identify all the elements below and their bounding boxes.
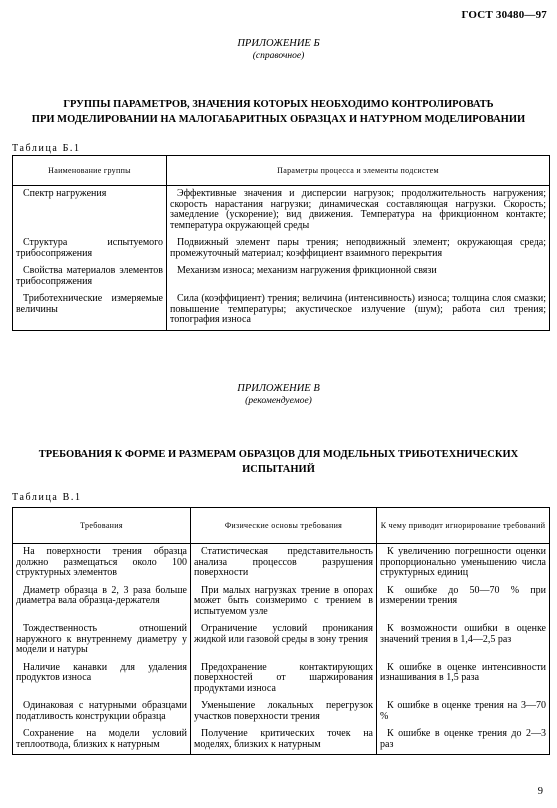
table-cell: Триботехнические измеряемые величины — [13, 291, 167, 330]
table-cell: К ошибке до 50—70 % при измерении трения — [377, 583, 550, 622]
table-cell: Предохранение контактирующих поверхностей от шаржирования продуктами износа — [191, 660, 377, 699]
table-row — [13, 621, 550, 660]
table-cell: Подвижный элемент пары трения; неподвижный элемент; окружающая среда; промежуточный материал; коэффициент взаимного перекрытия — [167, 235, 550, 263]
table-b1-caption: Таблица Б.1 — [12, 143, 81, 154]
table-cell: Наличие канавки для удаления продуктов износа — [13, 660, 191, 699]
table-header-row — [13, 508, 550, 544]
appendix-v-heading-line2: ИСПЫТАНИЙ — [242, 464, 315, 475]
appendix-v-heading-line1: ТРЕБОВАНИЯ К ФОРМЕ И РАЗМЕРАМ ОБРАЗЦОВ ДЛЯ МОДЕЛЬНЫХ ТРИБОТЕХНИЧЕСКИХ — [38, 449, 519, 460]
appendix-v-title: ПРИЛОЖЕНИЕ В — [237, 383, 320, 394]
table-row — [13, 235, 550, 263]
table-cell: Свойства материалов элементов трибосопряжения — [13, 263, 167, 291]
table-header-cell: Требования — [13, 508, 191, 544]
appendix-b-title: ПРИЛОЖЕНИЕ Б — [237, 38, 320, 49]
table-cell: Ограничение условий проникания жидкой или газовой среды в зону трения — [191, 621, 377, 660]
appendix-b-subtitle: (справочное) — [252, 51, 305, 61]
table-cell: Тождественность отношений наружного к внутреннему диаметру у модели и натуры — [13, 621, 191, 660]
table-row — [13, 186, 550, 236]
table-header-cell: К чему приводит игнорирование требований — [377, 508, 550, 544]
table-row — [13, 726, 550, 755]
table-header-cell: Физические основы требования — [191, 508, 377, 544]
table-cell: Сила (коэффициент) трения; величина (интенсивность) износа; толщина слоя смазки; повышение температуры; акустическое излучение (шум); работа сил трения; топография износа — [167, 291, 550, 330]
table-cell: К ошибке в оценке интенсивности изнашивания в 1,5 раза — [377, 660, 550, 699]
table-cell: Уменьшение локальных перегрузок участков поверхности трения — [191, 698, 377, 726]
page-number: 9 — [537, 786, 543, 797]
table-row — [13, 698, 550, 726]
table-cell: К возможности ошибки в оценке значений трения в 1,4—2,5 раз — [377, 621, 550, 660]
table-cell: Статистическая представительность анализа процессов разрушения поверхности — [191, 544, 377, 583]
appendix-b-heading-line1: ГРУППЫ ПАРАМЕТРОВ, ЗНАЧЕНИЯ КОТОРЫХ НЕОБХОДИМО КОНТРОЛИРОВАТЬ — [63, 99, 494, 110]
table-header-cell: Параметры процесса и элементы подсистем — [167, 156, 550, 186]
table-row — [13, 544, 550, 583]
appendix-v-subtitle: (рекомендуемое) — [245, 396, 312, 406]
document-code: ГОСТ 30480—97 — [461, 9, 547, 21]
table-header-row — [13, 156, 550, 186]
table-v1-caption: Таблица В.1 — [12, 492, 82, 503]
table-cell: Спектр нагружения — [13, 186, 167, 236]
table-row — [13, 263, 550, 291]
table-cell: Сохранение на модели условий теплоотвода, близких к натурным — [13, 726, 191, 755]
table-cell: К ошибке в оценке трения до 2—3 раз — [377, 726, 550, 755]
table-v1 — [12, 507, 550, 755]
table-cell: Механизм износа; механизм нагружения фрикционной связи — [167, 263, 550, 291]
table-cell: К увеличению погрешности оценки пропорционально уменьшению числа структурных единиц — [377, 544, 550, 583]
appendix-b-heading-line2: ПРИ МОДЕЛИРОВАНИИ НА МАЛОГАБАРИТНЫХ ОБРАЗЦАХ И НАТУРНОМ МОДЕЛИРОВАНИИ — [31, 114, 526, 125]
table-cell: Получение критических точек на моделях, близких к натурным — [191, 726, 377, 755]
table-b1 — [12, 155, 550, 331]
table-header-cell: Наименование группы — [13, 156, 167, 186]
table-cell: Одинаковая с натурными образцами податливость конструкции образца — [13, 698, 191, 726]
table-cell: На поверхности трения образца должно размещаться около 100 структурных элементов — [13, 544, 191, 583]
table-cell: Диаметр образца в 2, 3 раза больше диаметра вала образца-держателя — [13, 583, 191, 622]
table-cell: При малых нагрузках трение в опорах может быть соизмеримо с трением в испытуемом узле — [191, 583, 377, 622]
table-cell: Структура испытуемого трибосопряжения — [13, 235, 167, 263]
table-row — [13, 291, 550, 330]
table-cell: Эффективные значения и дисперсии нагрузок; продолжительность нагружения; скорость нарастания нагрузки; динамическая составляющая нагрузки. Скорость; замедление (ускорение); вид движения. Температура на фрикционном контакте; температура окружающей среды — [167, 186, 550, 236]
table-row — [13, 583, 550, 622]
table-row — [13, 660, 550, 699]
table-cell: К ошибке в оценке трения на 3—70 % — [377, 698, 550, 726]
